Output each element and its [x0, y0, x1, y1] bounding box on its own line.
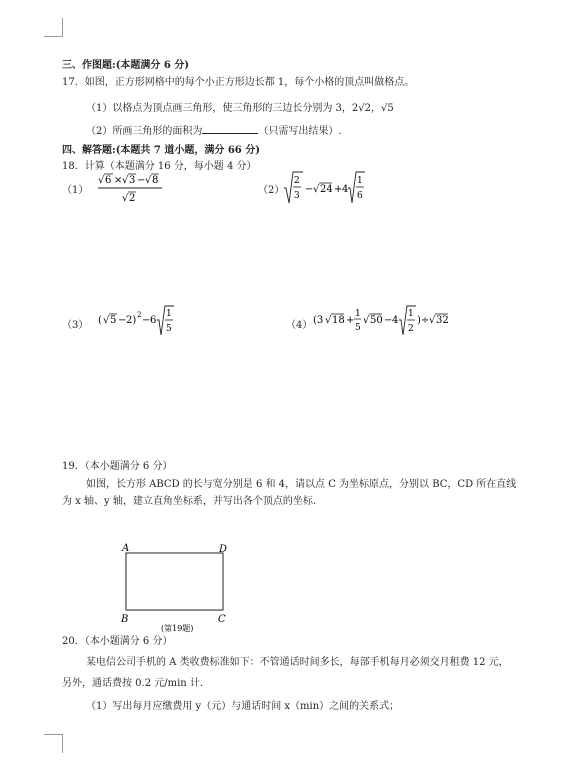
svg-text:24: 24: [320, 184, 333, 195]
svg-text:8: 8: [152, 175, 159, 186]
svg-text:5: 5: [166, 324, 172, 334]
svg-text:1: 1: [166, 309, 172, 319]
svg-text:×: ×: [114, 175, 123, 186]
svg-text:√: √: [122, 193, 129, 204]
section-3-heading: 三、作图题:(本题满分 6 分): [62, 60, 190, 71]
svg-text:1: 1: [357, 176, 363, 186]
svg-text:3: 3: [294, 191, 300, 201]
svg-text:)÷: )÷: [417, 315, 430, 326]
svg-text:+: +: [334, 184, 343, 195]
vertex-label-b: B: [121, 614, 129, 625]
q19-stem: 19．（本小题满分 6 分）: [62, 461, 173, 472]
vertex-label-a: A: [122, 543, 130, 554]
svg-text:1: 1: [408, 309, 414, 319]
svg-text:5: 5: [110, 315, 117, 326]
q18-4-formula: [313, 305, 449, 337]
vertex-label-d: D: [219, 544, 228, 555]
q18-2-formula: [283, 170, 365, 206]
svg-text:−: −: [137, 175, 146, 186]
svg-text:√: √: [103, 315, 110, 326]
svg-text:2: 2: [129, 193, 136, 204]
svg-text:(3: (3: [313, 315, 324, 326]
svg-text:4: 4: [392, 315, 399, 326]
q18-1-formula: [96, 170, 166, 206]
svg-text:3: 3: [129, 175, 136, 186]
svg-text:2): 2): [126, 315, 137, 326]
svg-text:√: √: [429, 315, 436, 326]
crop-mark-bottom-left: [44, 734, 63, 753]
svg-text:2: 2: [137, 311, 142, 319]
svg-text:6: 6: [105, 175, 112, 186]
svg-text:√: √: [313, 184, 320, 195]
svg-text:√: √: [145, 175, 152, 186]
svg-text:√: √: [363, 315, 370, 326]
vertex-label-c: C: [218, 614, 226, 625]
svg-text:18: 18: [332, 315, 345, 326]
svg-text:4: 4: [342, 184, 349, 195]
figure-caption: (第19题): [161, 624, 194, 633]
section-4-heading: 四、解答题:(本题共 7 道小题，满分 66 分): [62, 145, 260, 156]
q20-line-2: 另外，通话费按 0.2 元/min 计.: [62, 678, 204, 689]
q18-3-label: （3）: [62, 320, 89, 331]
svg-text:50: 50: [370, 315, 383, 326]
svg-text:2: 2: [408, 324, 414, 334]
q19-line-2: 为 x 轴、y 轴，建立直角坐标系，并写出各个顶点的坐标.: [62, 496, 317, 507]
svg-text:−: −: [142, 315, 151, 326]
svg-text:6: 6: [150, 315, 157, 326]
svg-text:−: −: [384, 315, 393, 326]
svg-text:(: (: [98, 315, 102, 326]
rectangle-abcd: [126, 553, 223, 610]
svg-text:1: 1: [355, 309, 361, 319]
q17-part-2-text: （2）所画三角形的面积为: [86, 126, 203, 137]
svg-text:+: +: [346, 315, 355, 326]
q18-3-formula: [98, 305, 180, 337]
svg-text:5: 5: [355, 323, 361, 333]
svg-text:2: 2: [294, 176, 300, 186]
svg-text:√: √: [325, 315, 332, 326]
svg-text:√: √: [122, 175, 129, 186]
q18-2-label: （2）: [258, 185, 285, 196]
svg-text:−: −: [118, 315, 127, 326]
answer-blank: [202, 124, 258, 134]
q17-part-2: [86, 122, 342, 137]
svg-text:−: −: [305, 184, 314, 195]
svg-text:32: 32: [436, 315, 449, 326]
svg-text:6: 6: [357, 191, 363, 201]
q19-line-1: 如图，长方形 ABCD 的长与宽分别是 6 和 4，请以点 C 为坐标原点，分别以 BC，CD 所在直线: [86, 479, 517, 490]
q20-stem: 20．（本小题满分 6 分）: [62, 636, 173, 647]
q18-stem: 18．计算（本题满分 16 分，每小题 4 分）: [62, 161, 257, 172]
q18-4-label: （4）: [286, 320, 313, 331]
q17-stem: 17．如图，正方形网格中的每个小正方形边长都 1，每个小格的顶点叫做格点。: [62, 77, 415, 88]
q17-part-2-suffix: （只需写出结果）.: [258, 126, 342, 137]
q20-part-1: （1）写出每月应缴费用 y（元）与通话时间 x（min）之间的关系式；: [86, 701, 400, 712]
q18-1-label: （1）: [62, 185, 89, 196]
q20-line-1: 某电信公司手机的 A 类收费标准如下：不管通话时间多长，每部手机每月必须交月租费 12 元，: [86, 657, 509, 668]
svg-text:√: √: [98, 175, 105, 186]
q19-rectangle-figure: [112, 540, 242, 636]
q17-part-1: （1）以格点为顶点画三角形，使三角形的三边长分别为 3，2√2，√5: [86, 103, 394, 114]
crop-mark-top-left: [44, 18, 63, 37]
